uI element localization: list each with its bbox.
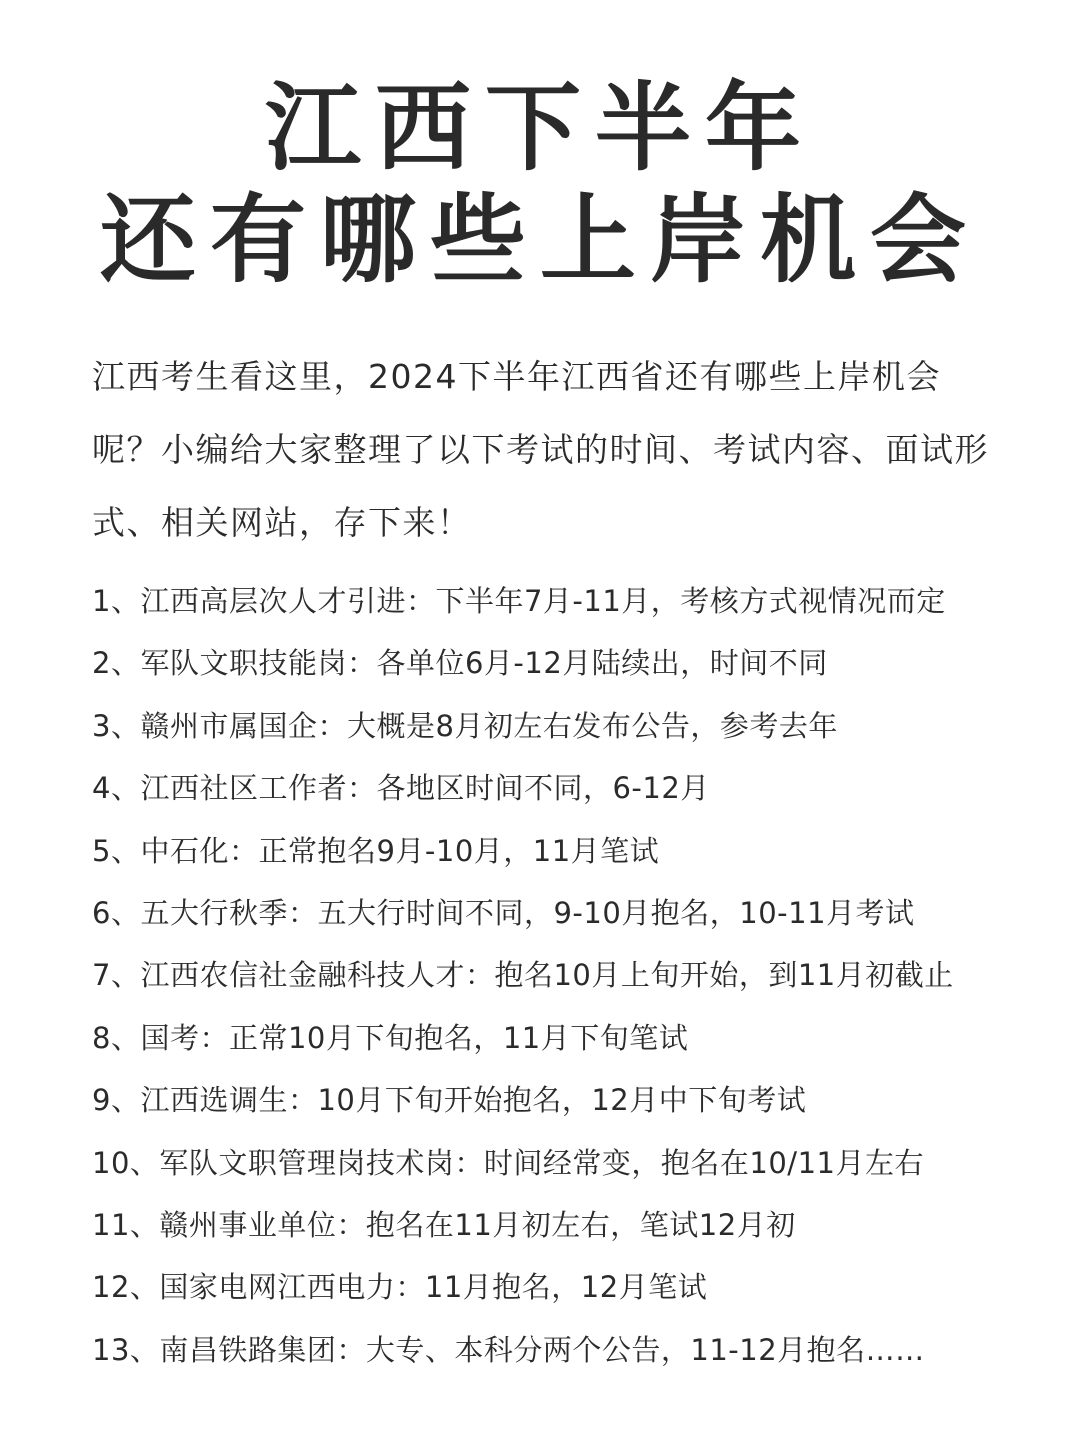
list-item: 7、江西农信社金融科技人才：抱名10月上旬开始，到11月初截止 [92, 958, 954, 993]
list-item: 8、国考：正常10月下旬抱名，11月下旬笔试 [92, 1020, 689, 1055]
page-title [0, 72, 1080, 296]
list-item: 6、五大行秋季：五大行时间不同，9-10月抱名，10-11月考试 [92, 895, 915, 930]
list-item: 11、赣州事业单位：抱名在11月初左右，笔试12月初 [92, 1207, 796, 1242]
list-item: 2、军队文职技能岗：各单位6月-12月陆续出，时间不同 [92, 646, 828, 681]
title-line-2: 还有哪些上岸机会 [100, 183, 980, 296]
list-item: 10、军队文职管理岗技术岗：时间经常变，抱名在10/11月左右 [92, 1145, 924, 1180]
exam-list [92, 570, 1012, 1381]
list-item: 3、赣州市属国企：大概是8月初左右发布公告，参考去年 [92, 708, 838, 743]
list-item: 13、南昌铁路集团：大专、本科分两个公告，11-12月抱名…… [92, 1332, 925, 1367]
list-item: 9、江西选调生：10月下旬开始抱名，12月中下旬考试 [92, 1083, 807, 1118]
title-line-1: 江西下半年 [265, 71, 815, 184]
list-item: 5、中石化：正常抱名9月-10月，11月笔试 [92, 833, 660, 868]
list-item: 12、国家电网江西电力：11月抱名，12月笔试 [92, 1270, 708, 1305]
list-item: 1、江西高层次人才引进：下半年7月-11月，考核方式视情况而定 [92, 584, 946, 618]
intro-paragraph: 江西考生看这里，2024下半年江西省还有哪些上岸机会呢？小编给大家整理了以下考试的时间、考试内容、面试形式、相关网站，存下来！ [92, 357, 989, 542]
list-item: 4、江西社区工作者：各地区时间不同，6-12月 [92, 771, 710, 806]
